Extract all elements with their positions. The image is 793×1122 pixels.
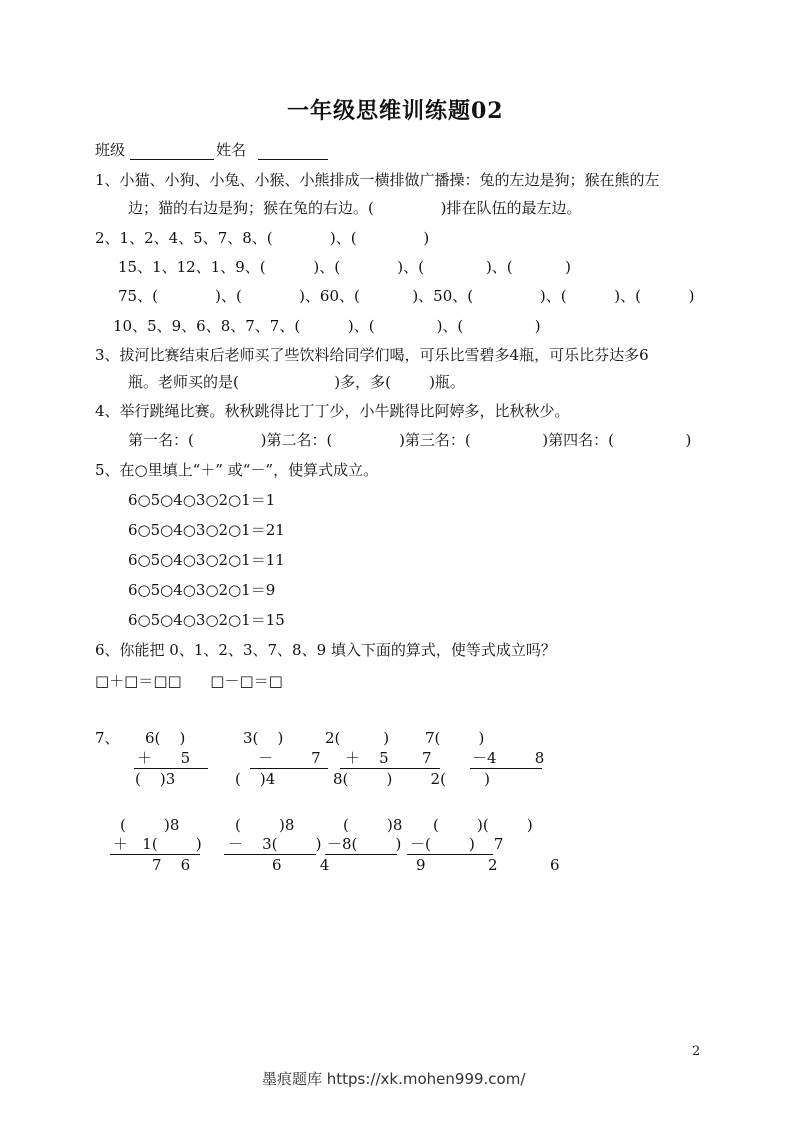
q7-r2-a-mid: ＋ 1( ) (113, 835, 202, 853)
q7-r2-b-bot: 6 4 (272, 856, 330, 874)
question-1-line-2: 边；猫的右边是狗；猴在兔的右边。( )排在队伍的最左边。 (128, 199, 582, 217)
q7-r1-b-mid: － 7 (258, 749, 321, 767)
question-2-line-2: 15、1、12、1、9、( )、( )、( )、( ) (118, 258, 571, 276)
question-2-line-3: 75、( )、( )、60、( )、50、( )、( )、( ) (118, 287, 695, 305)
q7-r2-b-top: ( )8 (235, 816, 295, 834)
question-5-equation: 6○5○4○3○2○1＝11 (128, 551, 285, 569)
question-5-equation: 6○5○4○3○2○1＝9 (128, 581, 276, 599)
question-5-equation: 6○5○4○3○2○1＝21 (128, 521, 285, 539)
q7-r2-c-top: ( )8 (343, 816, 403, 834)
q7-r1-b-top: 3( ) (243, 729, 284, 747)
question-7-label: 7、 (95, 729, 120, 747)
q7-r2-d-bot: 2 6 (488, 856, 560, 874)
question-2-line-1: 2、1、2、4、5、7、8、( )、( ) (95, 229, 430, 247)
question-4-line-2: 第一名：( )第二名：( )第三名：( )第四名：( ) (128, 431, 692, 449)
q7-r1-b-bot: ( )4 (235, 770, 276, 788)
q7-r2-b-rule (224, 854, 316, 855)
q7-r2-d-mid: －( ) 7 (410, 835, 504, 853)
q7-r1-a-top: 6( ) (145, 729, 186, 747)
q7-r1-d-top: 7( ) (425, 729, 485, 747)
q7-r1-a-bot: ( )3 (135, 770, 176, 788)
q7-r2-d-rule (407, 854, 493, 855)
q7-r1-d-rule (470, 768, 542, 769)
q7-r2-c-bot: 9 (416, 856, 426, 874)
q7-r2-a-top: ( )8 (120, 816, 180, 834)
q7-r2-c-rule (325, 854, 397, 855)
q7-r1-a-mid: ＋ 5 (137, 749, 191, 767)
q7-r1-a-rule (134, 768, 208, 769)
footer-source-link[interactable]: 墨痕题库 https://xk.mohen999.com/ (262, 1070, 526, 1088)
question-2-line-4: 10、5、9、6、8、7、7、( )、( )、( ) (113, 317, 541, 335)
name-label: 姓名 (216, 141, 247, 159)
q7-r1-d-mid: －4 8 (472, 749, 545, 767)
page-number: 2 (692, 1044, 701, 1059)
question-5-intro: 5、在○里填上“＋” 或“－”，使算式成立。 (95, 461, 379, 479)
name-blank-line (258, 159, 328, 160)
q7-r2-b-mid: － 3( ) (228, 835, 322, 853)
question-3-line-1: 3、拔河比赛结束后老师买了些饮料给同学们喝，可乐比雪碧多4瓶，可乐比芬达多6 (95, 346, 649, 364)
page-title: 一年级思维训练题02 (287, 98, 504, 124)
q7-r2-c-mid: －8( ) (327, 835, 402, 853)
q7-r2-a-rule (110, 854, 200, 855)
q7-r1-c-bot: 8( ) 2( ) (333, 770, 490, 788)
class-blank-line (130, 159, 214, 160)
question-1-line-1: 1、小猫、小狗、小兔、小猴、小熊排成一横排做广播操：兔的左边是狗；猴在熊的左 (95, 171, 660, 189)
question-6-equation: □＋□＝□□ □－□＝□ (95, 672, 283, 690)
question-4-line-1: 4、举行跳绳比赛。秋秋跳得比丁丁少，小牛跳得比阿婷多，比秋秋少。 (95, 402, 570, 420)
class-label: 班级 (95, 141, 126, 159)
q7-r1-b-rule (250, 768, 328, 769)
question-5-equation: 6○5○4○3○2○1＝1 (128, 491, 276, 509)
question-3-line-2: 瓶。老师买的是( )多，多( )瓶。 (128, 373, 465, 391)
q7-r1-c-top: 2( ) (325, 729, 390, 747)
q7-r2-d-top: ( )( ) (433, 816, 533, 834)
question-6-intro: 6、你能把 0、1、2、3、7、8、9 填入下面的算式，使等式成立吗？ (95, 641, 556, 659)
q7-r1-c-rule (340, 768, 440, 769)
question-5-equation: 6○5○4○3○2○1＝15 (128, 611, 285, 629)
q7-r2-a-bot: 7 6 (152, 856, 191, 874)
q7-r1-c-mid: ＋ 5 7 (345, 749, 432, 767)
